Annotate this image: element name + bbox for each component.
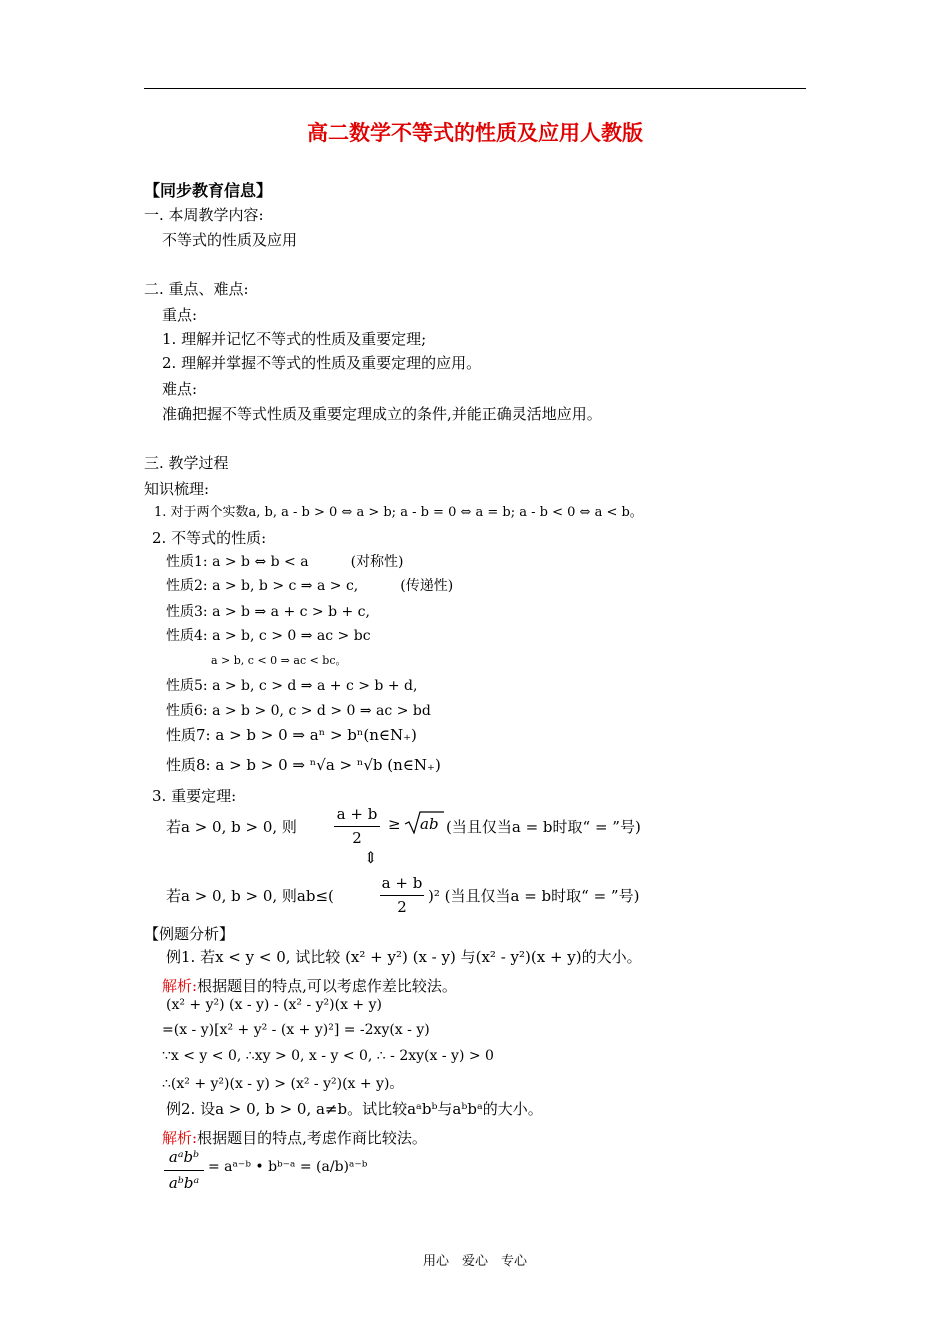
important-theorem-heading: 3. 重要定理: — [152, 787, 237, 805]
property-4: 性质4: a > b, c > 0 ⇒ ac > bc — [166, 628, 371, 644]
property-1: 性质1: a > b ⇔ b < a (对称性) — [166, 554, 404, 570]
examples-header: 【例题分析】 — [144, 925, 235, 943]
property-4-note: a > b, c < 0 ⇒ ac < bc。 — [211, 654, 347, 667]
theorem-1-geq: ≥ — [388, 815, 401, 833]
solution-label: 解析: — [162, 977, 198, 995]
solution-method: 根据题目的特点,可以考虑作差比较法。 — [197, 977, 457, 995]
difficulty-text: 准确把握不等式性质及重要定理成立的条件,并能正确灵活地应用。 — [162, 405, 602, 423]
solution-method: 根据题目的特点,考虑作商比较法。 — [197, 1129, 427, 1147]
example-2-fraction-numerator: aᵃbᵇ — [168, 1148, 200, 1166]
difficulty-label: 难点: — [162, 380, 198, 398]
theorem-1-denominator: 2 — [352, 829, 362, 847]
key-points-label: 重点: — [162, 306, 198, 324]
properties-heading: 2. 不等式的性质: — [152, 529, 267, 547]
solution-label: 解析: — [162, 1129, 198, 1147]
key-point-1: 1. 理解并记忆不等式的性质及重要定理; — [162, 330, 427, 348]
property-6: 性质6: a > b > 0, c > d > 0 ⇒ ac > bd — [166, 703, 431, 719]
theorem-2-denominator: 2 — [397, 898, 407, 916]
property-7: 性质7: a > b > 0 ⇒ aⁿ > bⁿ(n∈N₊) — [166, 726, 417, 744]
theorem-1-equality-note: (当且仅当a = b时取“ = ”号) — [446, 818, 641, 836]
example-2-fraction-bar — [164, 1170, 204, 1171]
property-5: 性质5: a > b, c > d ⇒ a + c > b + d, — [166, 678, 418, 694]
theorem-1-fraction-bar — [334, 826, 380, 827]
example-1-question: 例1. 若x < y < 0, 试比较 (x² + y²) (x - y) 与(x² - y²)(x + y)的大小。 — [166, 948, 642, 966]
knowledge-summary-label: 知识梳理: — [144, 480, 210, 498]
sync-header: 【同步教育信息】 — [144, 181, 273, 200]
property-2: 性质2: a > b, b > c ⇒ a > c, (传递性) — [166, 578, 454, 594]
real-number-comparison: 1. 对于两个实数a, b, a - b > 0 ⇔ a > b; a - b = 0 ⇔ a = b; a - b < 0 ⇔ a < b。 — [154, 505, 643, 520]
section-2-heading: 二. 重点、难点: — [144, 280, 249, 298]
theorem-2-fraction-bar — [380, 895, 424, 896]
document-title: 高二数学不等式的性质及应用人教版 — [307, 120, 643, 145]
section-1-content: 不等式的性质及应用 — [162, 231, 298, 249]
page-footer: 用心 爱心 专心 — [422, 1254, 527, 1269]
example-2-quotient: = aᵃ⁻ᵇ • bᵇ⁻ᵃ = (a/b)ᵃ⁻ᵇ — [208, 1159, 368, 1175]
section-1-heading: 一. 本周教学内容: — [144, 206, 264, 224]
example-1-step-1: (x² + y²) (x - y) - (x² - y²)(x + y) — [166, 997, 382, 1013]
example-1-conclusion: ∴(x² + y²)(x - y) > (x² - y²)(x + y)。 — [162, 1076, 404, 1092]
property-3: 性质3: a > b ⇒ a + c > b + c, — [166, 604, 370, 620]
theorem-1-radicand: ab — [420, 815, 439, 833]
example-2-question: 例2. 设a > 0, b > 0, a≠b。试比较aᵃbᵇ与aᵇbᵃ的大小。 — [166, 1100, 543, 1118]
example-2-solution — [162, 1127, 427, 1148]
example-1-step-3: ∵x < y < 0, ∴xy > 0, x - y < 0, ∴ - 2xy(x - y) > 0 — [162, 1048, 494, 1064]
section-3-heading: 三. 教学过程 — [144, 454, 229, 472]
example-1-step-2: =(x - y)[x² + y² - (x + y)²] = -2xy(x - y) — [162, 1022, 430, 1038]
theorem-2-numerator: a + b — [381, 874, 423, 892]
example-1-solution — [162, 975, 457, 996]
header-rule — [144, 88, 806, 89]
property-8: 性质8: a > b > 0 ⇒ ⁿ√a > ⁿ√b (n∈N₊) — [166, 756, 441, 774]
key-point-2: 2. 理解并掌握不等式的性质及重要定理的应用。 — [162, 354, 482, 372]
equivalence-arrow-icon: ⇕ — [364, 848, 378, 867]
theorem-1-condition: 若a > 0, b > 0, 则 — [166, 818, 297, 836]
theorem-1-numerator: a + b — [336, 805, 378, 823]
example-2-fraction-denominator: aᵇbᵃ — [168, 1174, 200, 1192]
theorem-2-condition: 若a > 0, b > 0, 则ab≤( — [166, 887, 334, 905]
theorem-2-equality-note: )² (当且仅当a = b时取“ = ”号) — [428, 887, 640, 905]
